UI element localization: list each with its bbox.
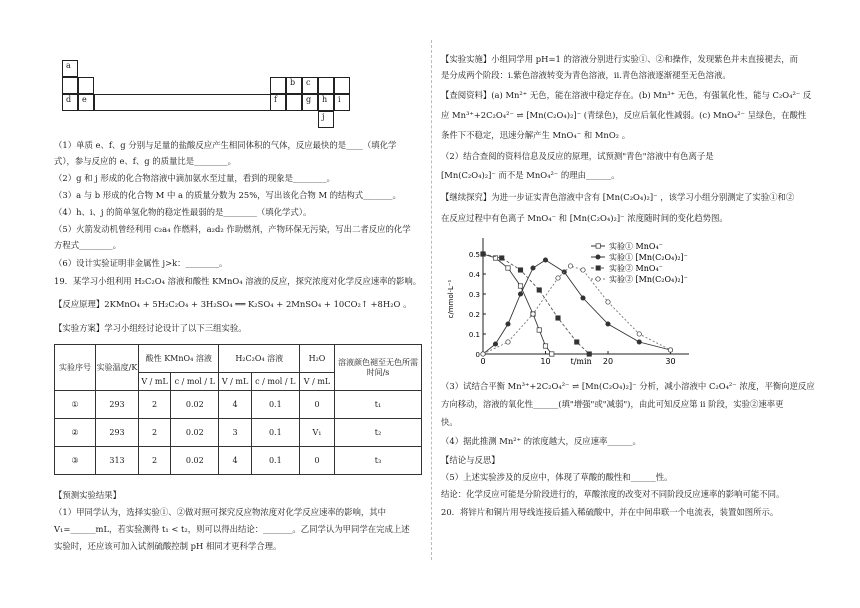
th-h2o: H₂O — [300, 345, 335, 373]
x-tick-label: 10 — [540, 357, 551, 366]
y-tick-label: 0.1 — [468, 331, 480, 339]
data-point — [518, 284, 522, 288]
data-point — [506, 322, 510, 326]
implementation-2: 是分成两个阶段：ⅰ.紫色溶液转变为青色溶液，ⅱ.青色溶液逐渐褪至无色溶液。 — [441, 70, 731, 80]
pt-cell-empty — [318, 77, 334, 94]
reference-1: 【查阅资料】(a) Mn²⁺ 无色，能在溶液中稳定存在。(b) Mn³⁺ 无色，有强氧化性，能与 C₂O₄²⁻ 反 — [441, 90, 812, 100]
th-time: 溶液颜色褪至无色所需时间/s — [335, 345, 422, 391]
continue-explore: 【继续探究】为进一步证实青色溶液中含有 [Mn(C₂O₄)₂]⁻ ，该学习小组分别测定了实验①和② — [441, 192, 795, 202]
data-point — [481, 352, 485, 356]
x-tick-label: 20 — [602, 357, 614, 366]
question-2: （2）g 和 j 形成的化合物溶液中滴加氨水至过量，看到的现象是________。 — [54, 173, 335, 183]
th-v: V / mL — [219, 373, 251, 391]
pt-cell-b: b — [286, 77, 302, 94]
data-point — [575, 340, 579, 344]
question-20: 20．将锌片和铜片用导线连接后插入稀硫酸中，并在中间串联一个电流表，装置如图所示。 — [441, 507, 779, 517]
legend-marker — [596, 244, 600, 248]
cell: 0.02 — [171, 419, 219, 447]
cell: 2 — [139, 419, 171, 447]
data-point — [537, 288, 541, 292]
y-tick-label: 0.3 — [468, 291, 480, 299]
concentration-chart — [441, 232, 721, 372]
data-point — [556, 316, 560, 320]
x-tick-label: 30 — [665, 357, 676, 366]
pt-cell-empty — [62, 77, 78, 94]
th-v: V / mL — [300, 373, 335, 391]
pt-cell-empty — [286, 94, 302, 111]
legend-label: 实验① [Mn(C₂O₄)₂]⁻ — [609, 253, 688, 262]
th-temp: 实验温度/K — [96, 345, 139, 391]
question-r2: （2）结合查阅的资料信息及反应的原理，试预测"青色"溶液中有色离子是 — [441, 151, 714, 161]
cell: 0.02 — [171, 391, 219, 419]
cell: t₃ — [335, 447, 422, 475]
data-point — [668, 348, 672, 352]
cell: ① — [55, 391, 96, 419]
data-point — [506, 340, 510, 344]
data-point — [493, 342, 497, 346]
y-tick-label: 0 — [475, 351, 480, 359]
legend-marker — [596, 277, 600, 281]
data-point — [531, 312, 535, 316]
question-19: 19．某学习小组利用 H₂C₂O₄ 溶液和酸性 KMnO₄ 溶液的反应，探究浓度对化学反应速率的影响。 — [54, 276, 422, 286]
question-r3: （3）试结合平衡 Mn³⁺+2C₂O₄²⁻ ⇌ [Mn(C₂O₄)₂]⁻ 分析，减小溶液中 C₂O₄²⁻ 浓度，平衡向逆反应 — [441, 381, 815, 391]
question-1: （1）单质 e、f、g 分别与足量的盐酸反应产生相同体积的气体，反应最快的是____（填化学 — [54, 140, 397, 150]
data-point — [637, 332, 641, 336]
pt-cell-g: g — [302, 94, 318, 111]
legend-label: 实验② [Mn(C₂O₄)₂]⁻ — [609, 275, 688, 284]
question-4: （4）h、i、j 的简单氢化物的稳定性最弱的是________（填化学式）。 — [54, 207, 312, 217]
th-no: 实验序号 — [55, 345, 96, 391]
reference-3: 条件下不稳定，迅速分解产生 MnO₄⁻ 和 MnO₂ 。 — [441, 130, 631, 140]
pt-cell-a: a — [62, 60, 78, 77]
cell: 0.02 — [171, 447, 219, 475]
th-kmno4: 酸性 KMnO₄ 溶液 — [139, 345, 219, 373]
cell: t₂ — [335, 419, 422, 447]
conclusion-text: 结论：化学反应可能是分阶段进行的，草酸浓度的改变对不同阶段反应速率的影响可能不同。 — [441, 489, 785, 499]
series-line — [483, 254, 552, 354]
predict-1: （1）甲同学认为，选择实验①、②做对照可探究反应物浓度对化学反应速率的影响，其中 — [54, 507, 386, 517]
question-5: （5）火箭发动机曾经利用 c₂a₄ 作燃料，a₂d₂ 作助燃剂，产物环保无污染，写出二者反应的化学 — [54, 224, 411, 234]
data-point — [543, 258, 547, 262]
cell: 0.1 — [251, 419, 299, 447]
data-point — [506, 266, 510, 270]
legend-marker — [596, 255, 600, 259]
data-point — [568, 264, 572, 268]
data-point — [606, 322, 610, 326]
data-point — [556, 276, 560, 280]
cell: 2 — [139, 447, 171, 475]
legend-marker — [596, 266, 600, 270]
cell: 0 — [300, 447, 335, 475]
pt-cell-i: i — [334, 94, 350, 111]
predict-2: V₁=______mL，若实验测得 t₁ < t₂，则可以得出结论：_______。乙同学认为甲同学在完成上述 — [54, 524, 410, 534]
data-point — [500, 256, 504, 260]
question-r2b: [Mn(C₂O₄)₂]⁻ 而不是 MnO₄²⁻ 的理由______。 — [441, 170, 620, 180]
data-point — [606, 300, 610, 304]
column-divider — [431, 40, 432, 560]
y-tick-label: 0.5 — [468, 251, 480, 259]
reaction-principle: 【反应原理】2KMnO₄ + 5H₂C₂O₄ + 3H₂SO₄ ══ K₂SO₄ + 2MnSO₄ + 10CO₂↑ +8H₂O 。 — [54, 299, 412, 309]
question-r3b: 方向移动，溶液的氧化性______(填"增强"或"减弱")，由此可知反应第 ii 阶段，实验②速率更 — [441, 399, 784, 409]
th-c: c / mol / L — [171, 373, 219, 391]
pt-cell-j: j — [318, 111, 334, 128]
pt-cell-empty — [78, 77, 94, 94]
pt-cell-empty — [334, 77, 350, 94]
conclusion-title: 【结论与反思】 — [441, 455, 500, 465]
pt-cell-d: d — [62, 94, 78, 111]
cell: 2 — [139, 391, 171, 419]
th-c: c / mol / L — [251, 373, 299, 391]
pt-transition-row — [94, 94, 274, 111]
data-point — [550, 352, 554, 356]
experiment-table — [54, 344, 422, 475]
question-r5: （5）上述实验涉及的反应中，体现了草酸的酸性和______性。 — [441, 472, 673, 482]
legend-label: 实验① MnO₄⁻ — [609, 242, 663, 251]
cell: V₁ — [300, 419, 335, 447]
th-v: V / mL — [139, 373, 171, 391]
cell: 313 — [96, 447, 139, 475]
question-5b: 方程式________。 — [54, 240, 121, 250]
continue-explore-b: 在反应过程中有色离子 MnO₄⁻ 和 [Mn(C₂O₄)₂]⁻ 浓度随时间的变化趋势图。 — [441, 213, 728, 223]
question-1b: 式），参与反应的 e、f、g 的质量比是________。 — [54, 156, 237, 166]
implementation-1: 【实验实施】小组同学用 pH=1 的溶液分别进行实验①、②和操作，发现紫色并未直接褪去，而 — [441, 54, 798, 64]
data-point — [543, 344, 547, 348]
data-point — [537, 328, 541, 332]
predict-3: 实验时，还应该可加入试剂硫酸控制 pH 相同才更科学合理。 — [54, 541, 282, 551]
th-h2c2o4: H₂C₂O₄ 溶液 — [219, 345, 300, 373]
cell: 4 — [219, 447, 251, 475]
question-r4: （4）据此推测 Mn²⁺ 的浓度越大，反应速率______。 — [441, 436, 641, 446]
data-point — [581, 296, 585, 300]
cell: 0.1 — [251, 447, 299, 475]
x-axis-label: t/min — [570, 357, 592, 366]
data-point — [518, 292, 522, 296]
cell: 4 — [219, 391, 251, 419]
experiment-plan: 【实验方案】学习小组经讨论设计了以下三组实验。 — [54, 323, 247, 333]
pt-cell-h: h — [318, 94, 334, 111]
data-point — [531, 266, 535, 270]
predict-title: 【预测实验结果】 — [54, 490, 121, 500]
legend-label: 实验② MnO₄⁻ — [609, 264, 663, 273]
pt-cell-empty — [270, 77, 286, 94]
cell: ② — [55, 419, 96, 447]
cell: 0 — [300, 391, 335, 419]
question-6: （6）设计实验证明非金属性 j>k：________。 — [54, 258, 228, 268]
data-point — [581, 268, 585, 272]
reference-2: 应 Mn³⁺+2C₂O₄²⁻ ⇌ [Mn(C₂O₄)₂]⁻ (青绿色)，反应后氧化性减弱。(c) MnO₄²⁻ 呈绿色，在酸性 — [441, 110, 807, 120]
y-tick-label: 0.2 — [468, 311, 480, 319]
cell: ③ — [55, 447, 96, 475]
data-point — [637, 340, 641, 344]
pt-cell-f: f — [270, 94, 286, 111]
x-tick-label: 0 — [480, 357, 486, 366]
data-point — [518, 268, 522, 272]
cell: 0.1 — [251, 391, 299, 419]
cell: 293 — [96, 391, 139, 419]
cell: t₁ — [335, 391, 422, 419]
y-tick-label: 0.4 — [468, 271, 480, 279]
y-axis-label: c/mmol·L⁻¹ — [447, 279, 455, 319]
cell: 293 — [96, 419, 139, 447]
data-point — [481, 252, 485, 256]
question-3: （3）a 与 b 形成的化合物 M 中 a 的质量分数为 25%，写出该化合物 M 的结构式_______。 — [54, 190, 401, 200]
question-r3c: 快。 — [441, 417, 458, 427]
data-point — [587, 352, 591, 356]
cell: 3 — [219, 419, 251, 447]
pt-cell-c: c — [302, 77, 318, 94]
pt-cell-e: e — [78, 94, 94, 111]
